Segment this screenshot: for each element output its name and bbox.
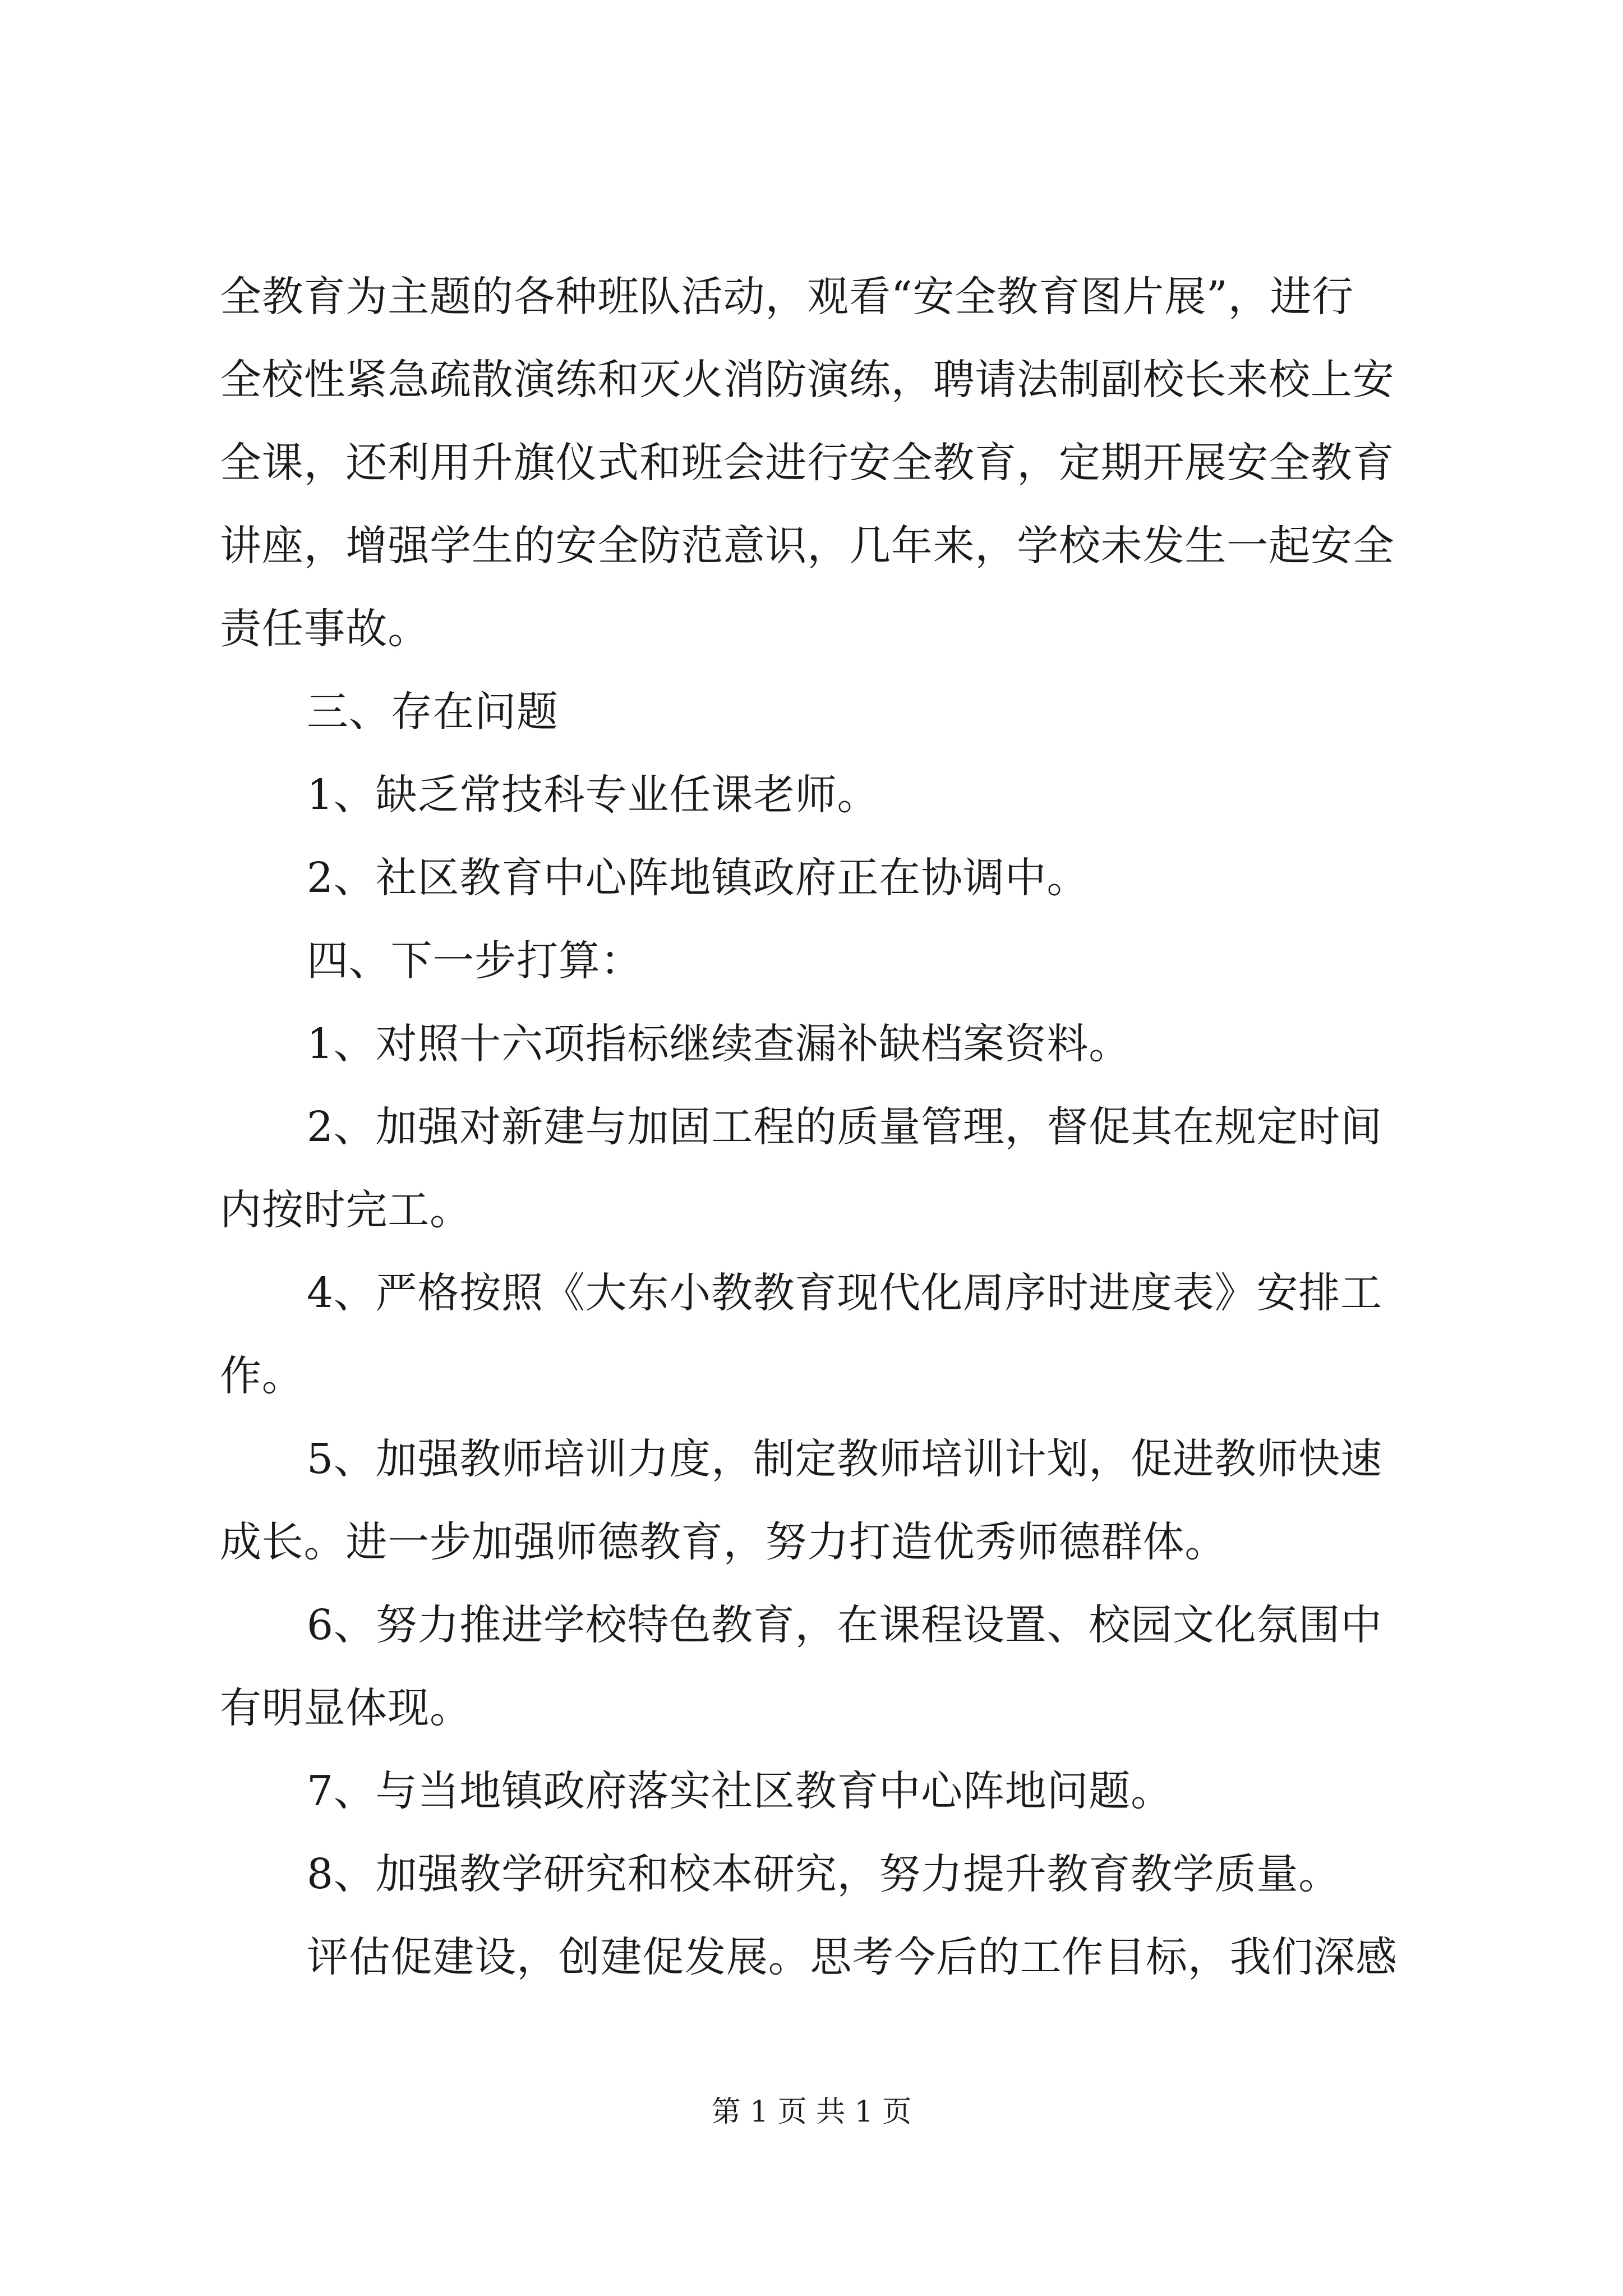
text-line: 作。 (220, 1352, 304, 1400)
text-line: 全教育为主题的各种班队活动，观看“安全教育图片展”，进行 (220, 273, 1354, 321)
text-line: 全校性紧急疏散演练和灭火消防演练，聘请法制副校长来校上安 (220, 356, 1395, 404)
list-item: 7、与当地镇政府落实社区教育中心阵地问题。 (307, 1767, 1173, 1815)
text-line: 全课，还利用升旗仪式和班会进行安全教育，定期开展安全教育 (220, 439, 1395, 487)
text-line: 讲座，增强学生的安全防范意识，几年来，学校未发生一起安全 (220, 522, 1395, 570)
list-item: 1、对照十六项指标继续查漏补缺档案资料。 (307, 1020, 1131, 1068)
list-item: 8、加强教学研究和校本研究，努力提升教育教学质量。 (307, 1850, 1341, 1898)
text-line: 有明显体现。 (220, 1684, 472, 1732)
text-line: 成长。进一步加强师德教育，努力打造优秀师德群体。 (220, 1518, 1227, 1566)
page-number: 第 1 页 共 1 页 (711, 2095, 912, 2129)
text-line: 内按时完工。 (220, 1186, 472, 1234)
list-item: 1、缺乏常技科专业任课老师。 (307, 771, 879, 819)
paragraph-start: 评估促建设，创建促发展。思考今后的工作目标，我们深感 (307, 1933, 1398, 1981)
text-line: 责任事故。 (220, 605, 430, 653)
section-heading: 三、存在问题 (307, 688, 559, 736)
list-item: 2、加强对新建与加固工程的质量管理，督促其在规定时间 (307, 1103, 1382, 1151)
document-body (220, 255, 1426, 1999)
list-item: 2、社区教育中心阵地镇政府正在协调中。 (307, 854, 1089, 902)
list-item: 6、努力推进学校特色教育，在课程设置、校园文化氛围中 (307, 1601, 1382, 1649)
list-item: 5、加强教师培训力度，制定教师培训计划，促进教师快速 (307, 1435, 1382, 1483)
list-item: 4、严格按照《大东小教教育现代化周序时进度表》安排工 (307, 1269, 1382, 1317)
section-heading: 四、下一步打算： (307, 937, 643, 985)
